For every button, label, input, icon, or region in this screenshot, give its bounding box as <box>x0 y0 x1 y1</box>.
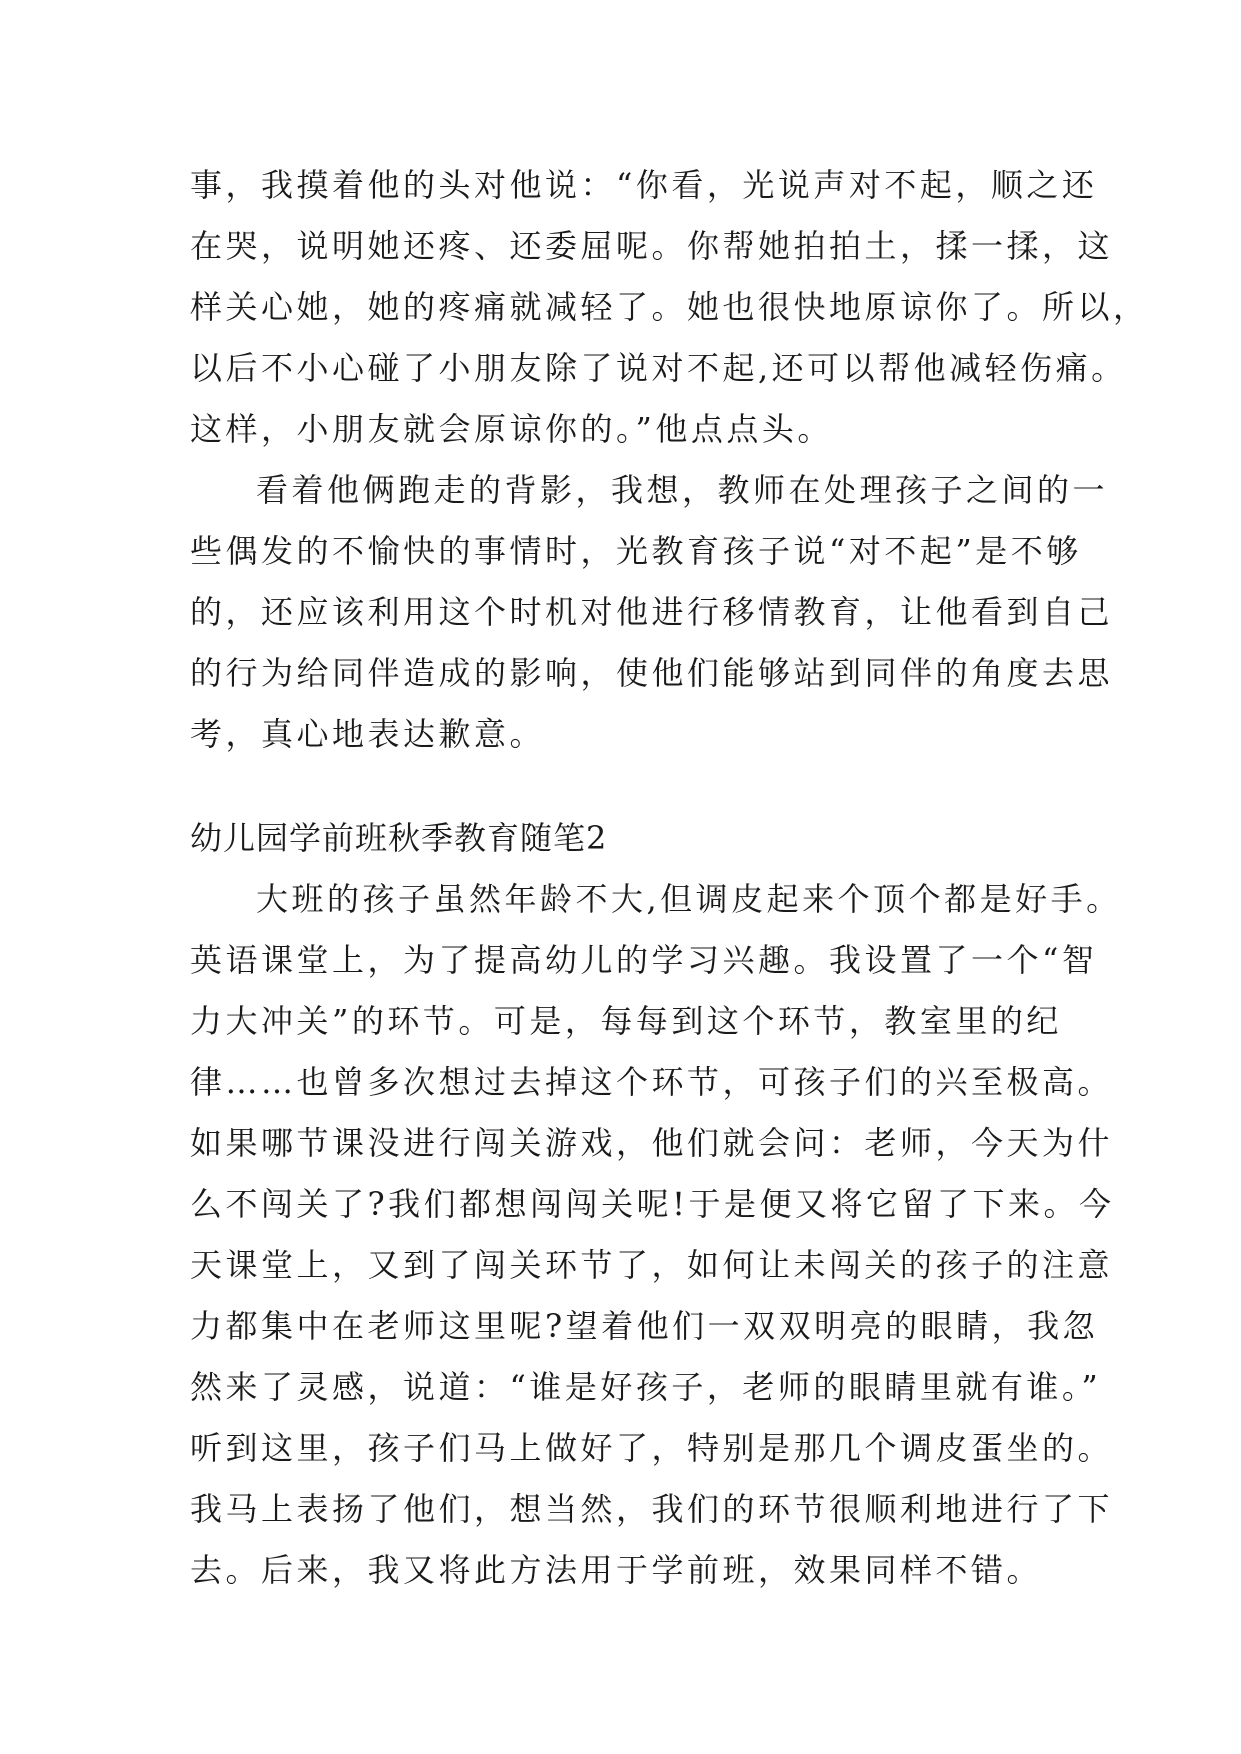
section-paragraph-line-7: 天课堂上，又到了闯关环节了，如何让未闯关的孩子的注意 <box>190 1246 1114 1284</box>
section-paragraph-line-2: 英语课堂上，为了提高幼儿的学习兴趣。我设置了一个“智 <box>190 941 1098 979</box>
paragraph-1-line-3: 样关心她，她的疼痛就减轻了。她也很快地原谅你了。所以， <box>190 288 1149 326</box>
section-paragraph-line-4: 律……也曾多次想过去掉这个环节，可孩子们的兴至极高。 <box>190 1063 1114 1101</box>
section-paragraph-line-10: 听到这里，孩子们马上做好了，特别是那几个调皮蛋坐的。 <box>190 1429 1114 1467</box>
paragraph-1-line-5: 这样，小朋友就会原谅你的。”他点点头。 <box>190 410 833 448</box>
section-title: 幼儿园学前班秋季教育随笔2 <box>190 819 608 857</box>
paragraph-2-line-2: 些偶发的不愉快的事情时，光教育孩子说“对不起”是不够 <box>190 532 1082 570</box>
section-paragraph-line-9: 然来了灵感，说道：“谁是好孩子，老师的眼睛里就有谁。” <box>190 1368 1102 1406</box>
section-paragraph-line-1: 大班的孩子虽然年龄不大,但调皮起来个顶个都是好手。 <box>256 880 1122 918</box>
paragraph-2-line-3: 的，还应该利用这个时机对他进行移情教育，让他看到自己 <box>190 593 1114 631</box>
paragraph-1-line-2: 在哭，说明她还疼、还委屈呢。你帮她拍拍土，揉一揉，这 <box>190 227 1114 265</box>
section-paragraph-line-5: 如果哪节课没进行闯关游戏，他们就会问：老师，今天为什 <box>190 1124 1114 1162</box>
section-paragraph-line-6: 么不闯关了?我们都想闯闯关呢!于是便又将它留了下来。今 <box>190 1185 1115 1223</box>
paragraph-2-line-1: 看着他俩跑走的背影，我想，教师在处理孩子之间的一 <box>256 471 1109 509</box>
section-paragraph-line-11: 我马上表扬了他们，想当然，我们的环节很顺利地进行了下 <box>190 1490 1114 1528</box>
paragraph-1-line-4: 以后不小心碰了小朋友除了说对不起,还可以帮他减轻伤痛。 <box>190 349 1127 387</box>
section-paragraph-line-12: 去。后来，我又将此方法用于学前班，效果同样不错。 <box>190 1551 1043 1589</box>
paragraph-2-line-4: 的行为给同伴造成的影响，使他们能够站到同伴的角度去思 <box>190 654 1114 692</box>
paragraph-2-line-5: 考，真心地表达歉意。 <box>190 715 546 753</box>
section-paragraph-line-8: 力都集中在老师这里呢?望着他们一双双明亮的眼睛，我忽 <box>190 1307 1099 1345</box>
paragraph-1-line-1: 事，我摸着他的头对他说：“你看，光说声对不起，顺之还 <box>190 166 1098 204</box>
section-paragraph-line-3: 力大冲关”的环节。可是，每每到这个环节，教室里的纪 <box>190 1002 1062 1040</box>
